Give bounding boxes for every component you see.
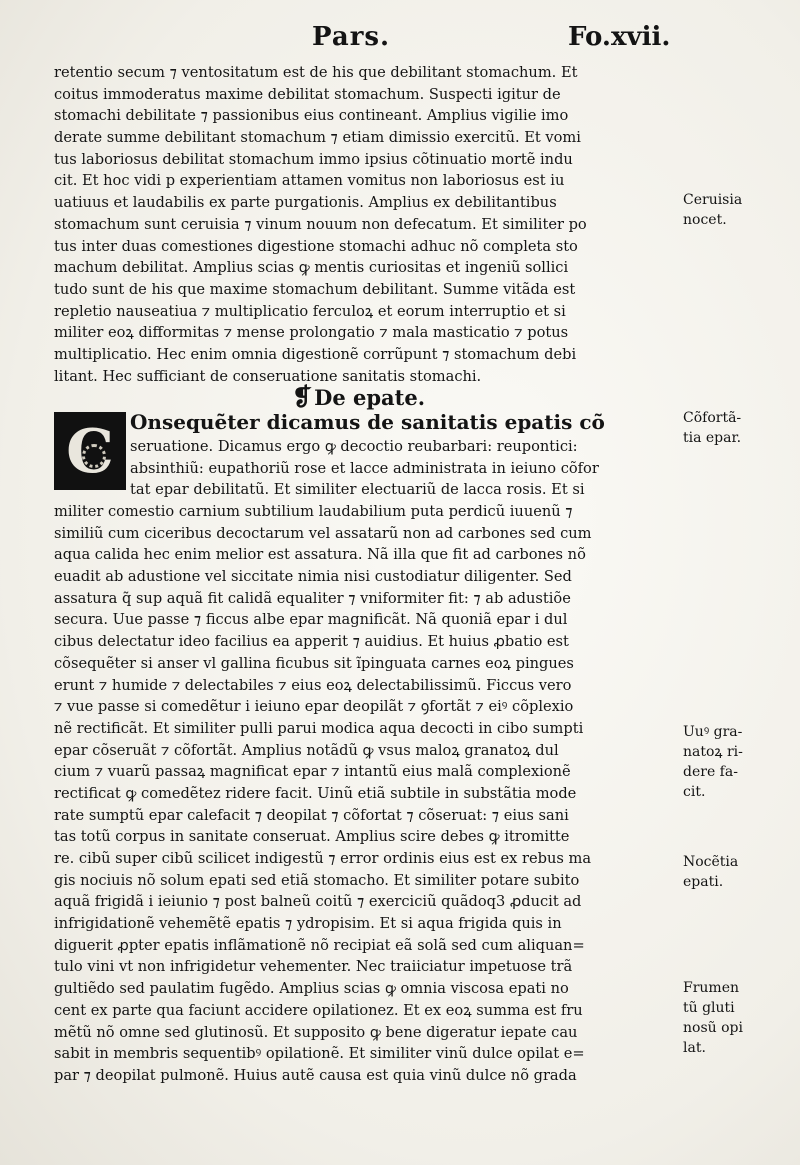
text-line: repletio nauseatiua ⁊ multiplicatio ferculoꝝ et eorum interruptio et si <box>54 302 566 320</box>
text-line: stomachi debilitate ⁊ passionibus eius contineant. Amplius vigilie imo <box>54 107 569 125</box>
text-line: sabit in membris sequentibꝰ opilationẽ. Et similiter vinũ dulce opilat e= <box>54 1045 585 1063</box>
text-line: par ⁊ deopilat pulmonẽ. Huius autẽ causa est quia vinũ dulce nõ grada <box>54 1066 577 1084</box>
text-line: multiplicatio. Hec enim omnia digestionẽ corrũpunt ⁊ stomachum debi <box>54 345 577 363</box>
margin-note-line: lat. <box>683 1040 706 1056</box>
margin-note-confortatia <box>683 408 795 448</box>
text-line: tus laboriosus debilitat stomachum immo ipsius cõtinuatio mortẽ indu <box>54 150 573 168</box>
text-line: cõsequẽter si anser vl gallina ficubus sit ĩpinguata carnes eoꝝ pingues <box>54 654 574 672</box>
text-line: retentio secum ⁊ ventositatum est de his que debilitant stomachum. Et <box>54 64 578 81</box>
text-line: tas totũ corpus in sanitate conseruat. Amplius scire debes ꝙ itromitte <box>54 828 570 846</box>
running-head: Pars. <box>312 22 391 52</box>
margin-note-line: Uuꝰ gra- <box>683 724 743 740</box>
text-line: rate sumptũ epar calefacit ⁊ deopilat ⁊ cõfortat ⁊ cõseruat: ⁊ eius sani <box>54 806 569 824</box>
text-line: tat epar debilitatũ. Et similiter electuariũ de lacca rosis. Et si <box>130 481 585 499</box>
text-line: absinthiũ: eupathoriũ rose et lacce administrata in ieiuno cõfor <box>130 459 599 477</box>
text-line: erunt ⁊ humide ⁊ delectabiles ⁊ eius eoꝝ delectabilissimũ. Ficcus vero <box>54 676 572 694</box>
indented-lines <box>130 436 680 501</box>
text-line: diguerit ꝓpter epatis inflãmationẽ nõ recipiat eã solã sed cum aliquan= <box>54 936 585 954</box>
text-line: nẽ rectificãt. Et similiter pulli parui modica aqua decocti in cibo sumpti <box>54 719 584 737</box>
text-line: ⁊ vue passe si comedẽtur i ieiuno epar deopilãt ⁊ ꝯfortãt ⁊ eiꝰ cõplexio <box>54 698 574 716</box>
text-line: similiũ cum ciceribus decoctarum vel assatarũ non ad carbones sed cum <box>54 524 592 542</box>
margin-note-line: tũ gluti <box>683 1000 735 1016</box>
margin-note-line: nosũ opi <box>683 1020 743 1036</box>
text-line: machum debilitat. Amplius scias ꝙ mentis curiositas et ingeniũ sollici <box>54 259 569 277</box>
text-line: mẽtũ nõ omne sed glutinosũ. Et supposito ꝙ bene digeratur iepate cau <box>54 1023 578 1041</box>
initial-letter: C <box>66 417 114 487</box>
margin-note-frumen <box>683 978 795 1058</box>
chapter-first-line: Onsequẽter dicamus de sanitatis epatis cõ <box>130 410 605 434</box>
text-line: tudo sunt de his que maxime stomachum debilitant. Summe vitãda est <box>54 280 576 298</box>
margin-note-grana <box>683 722 795 802</box>
text-line: epar cõseruãt ⁊ cõfortãt. Amplius notãdũ ꝙ vsus maloꝝ granatoꝝ dul <box>54 741 559 759</box>
margin-note-line: cit. <box>683 784 706 800</box>
margin-note-line: tia epar. <box>683 430 742 446</box>
folio-number: Fo.xvii. <box>568 22 671 52</box>
text-line: litant. Hec sufficiant de conseruatione sanitatis stomachi. <box>54 367 482 385</box>
margin-note-line: Ceruisia <box>683 192 743 208</box>
text-line: uatiuus et laudabilis ex parte purgationis. Amplius ex debilitantibus <box>54 194 557 212</box>
text-line: re. cibũ super cibũ scilicet indigestũ ⁊ error ordinis eius est ex rebus ma <box>54 850 592 867</box>
text-line: cit. Et hoc vidi p experientiam attamen vomitus non laboriosus est iu <box>54 172 565 190</box>
section-heading <box>292 382 425 411</box>
margin-note-ceruisia <box>683 190 795 230</box>
text-line: assatura q̃ sup aquã fit calidã equaliter ⁊ vniformiter fit: ⁊ ab adustiõe <box>54 589 571 607</box>
initial-ornament-icon <box>82 444 106 468</box>
text-block-liver <box>54 501 680 1087</box>
decorated-initial <box>54 412 126 490</box>
margin-note-line: epati. <box>683 874 724 890</box>
page-header <box>0 18 800 58</box>
margin-note-line: dere fa- <box>683 764 738 780</box>
text-line: coitus immoderatus maxime debilitat stomachum. Suspecti igitur de <box>54 85 561 103</box>
text-line: seruatione. Dicamus ergo ꝙ decoctio reubarbari: reupontici: <box>130 438 578 455</box>
text-line: cibus delectatur ideo facilius ea apperit ⁊ auidius. Et huius ꝓbatio est <box>54 633 569 651</box>
text-line: gultiẽdo sed paulatim fugẽdo. Amplius scias ꝙ omnia viscosa epati no <box>54 980 569 998</box>
text-line: tulo vini vt non infrigidetur vehementer. Nec traiiciatur impetuose trã <box>54 958 573 976</box>
text-line: secura. Uue passe ⁊ ficcus albe epar magnificãt. Nã quoniã epar i dul <box>54 611 568 629</box>
text-line: euadit ab adustione vel siccitate nimia nisi custodiatur diligenter. Sed <box>54 568 572 586</box>
text-line: cium ⁊ vuarũ passaꝝ magnificat epar ⁊ intantũ eius malã complexionẽ <box>54 763 571 781</box>
margin-note-nocetia <box>683 852 795 892</box>
section-title: De epate. <box>314 385 426 410</box>
margin-note-line: Frumen <box>683 980 739 996</box>
text-line: aqua calida hec enim melior est assatura. Nã illa que fit ad carbones nõ <box>54 546 586 564</box>
pilcrow-icon: ❡ <box>292 382 313 411</box>
margin-note-line: natoꝝ ri- <box>683 744 743 760</box>
text-line: derate summe debilitant stomachum ⁊ etiam dimissio exercitũ. Et vomi <box>54 129 581 147</box>
text-line: stomachum sunt ceruisia ⁊ vinum nouum non defecatum. Et similiter po <box>54 215 587 233</box>
margin-note-line: Nocẽtia <box>683 854 739 870</box>
text-line: tus inter duas comestiones digestione stomachi adhuc nõ completa sto <box>54 237 578 255</box>
text-block-stomach <box>54 62 680 387</box>
text-line: militer comestio carnium subtilium laudabilium puta perdicũ iuuenũ ⁊ <box>54 503 573 520</box>
margin-note-line: nocet. <box>683 212 727 228</box>
text-line: militer eoꝝ difformitas ⁊ mense prolongatio ⁊ mala masticatio ⁊ potus <box>54 324 569 342</box>
margin-note-line: Cõfortã- <box>683 410 742 426</box>
text-line: rectificat ꝙ comedẽtez ridere facit. Uinũ etiã subtile in substãtia mode <box>54 784 577 802</box>
text-line: aquã frigidã i ieiunio ⁊ post balneũ coitũ ⁊ exerciciũ quãdoq3 ꝓducit ad <box>54 893 582 911</box>
text-line: cent ex parte qua faciunt accidere opilationez. Et ex eoꝝ summa est fru <box>54 1001 583 1019</box>
text-line: gis nociuis nõ solum epati sed etiã stomacho. Et similiter potare subito <box>54 871 580 889</box>
text-line: infrigidationẽ vehemẽtẽ epatis ⁊ ydropisim. Et si aqua frigida quis in <box>54 915 562 933</box>
